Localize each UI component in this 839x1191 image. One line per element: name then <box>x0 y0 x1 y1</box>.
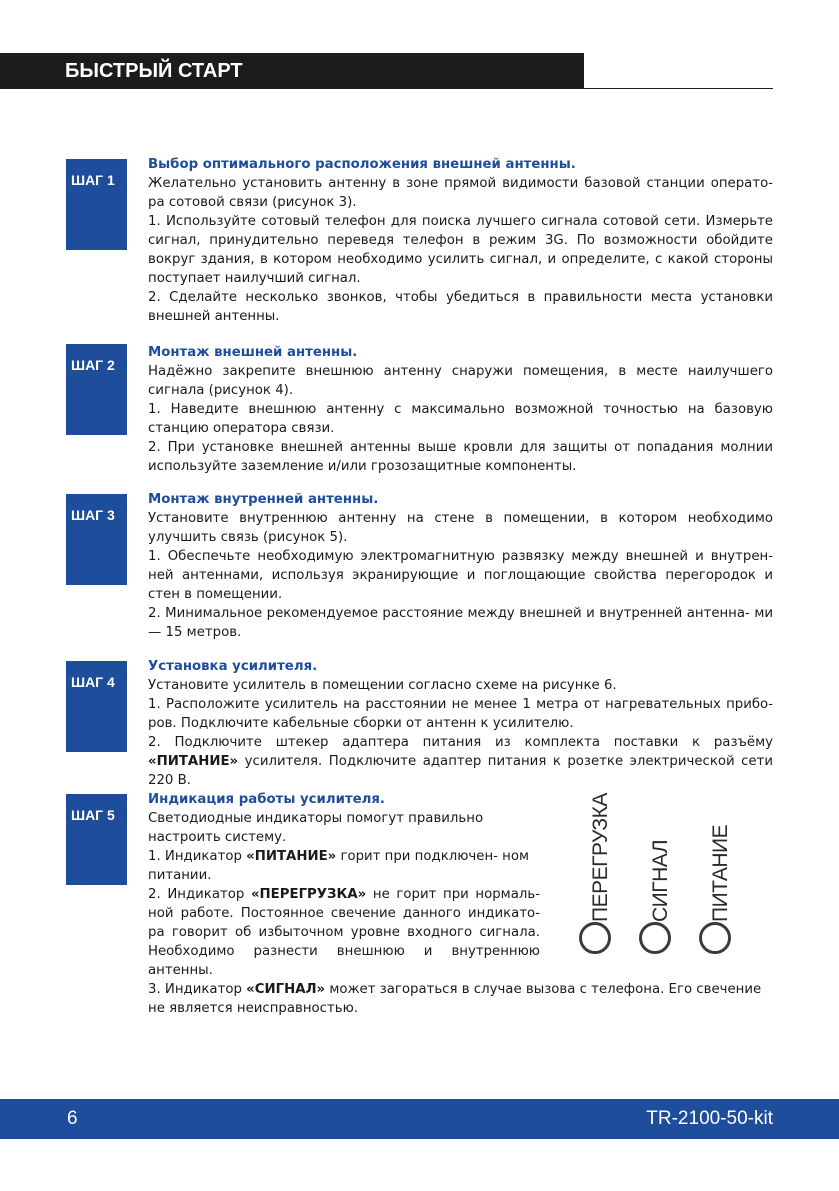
step-3-paragraph: Установите внутреннюю антенну на стене в помещении, в котором необходимо улучшить связь (рисунок 5). <box>148 511 773 545</box>
indicator-name: «ПЕРЕГРУЗКА» <box>250 887 367 902</box>
step-3-badge-label: ШАГ 3 <box>71 507 115 523</box>
step-2-paragraph: Надёжно закрепите внешнюю антенну снаружи помещения, в месте наилучшего сигнала (рисунок 4). <box>148 364 773 398</box>
step-3-paragraph: 1. Обеспечьте необходимую электромагнитную развязку между внешней и внутрен- ней антеннами, используя экранирующие и поглощающие свойства перегородок и стен в помещении. <box>148 549 773 602</box>
step-5-text: 1. Индикатор <box>148 849 247 864</box>
power-indicator-label: ПИТАНИЕ <box>709 824 732 922</box>
step-5-item <box>148 980 773 1018</box>
step-2-paragraph: 2. При установке внешней антенны выше кровли для защиты от попадания молнии используйте заземление и/или грозозащитные компоненты. <box>148 440 773 474</box>
step-1-badge <box>66 159 127 250</box>
step-5-title: Индикация работы усилителя. <box>148 792 385 807</box>
indicator-name: «СИГНАЛ» <box>246 982 326 997</box>
step-1-content <box>148 155 773 326</box>
model-name: TR-2100-50-kit <box>646 1108 773 1129</box>
step-4-paragraph <box>148 733 773 790</box>
overload-indicator-label: ПЕРЕГРУЗКА <box>589 793 612 922</box>
step-2-paragraph: 1. Наведите внешнюю антенну с максимально возможной точностью на базовую станцию оператора связи. <box>148 402 773 436</box>
step-2-badge <box>66 344 127 435</box>
step-5-badge-label: ШАГ 5 <box>71 807 115 823</box>
step-5-text: 3. Индикатор <box>148 982 247 997</box>
led-circle-icon <box>699 922 731 954</box>
step-5-item <box>148 885 540 980</box>
step-5-text: не горит при нормаль- ной работе. Постоянное свечение данного индикато- ра говорит об избыточном уровне входного сигнала. Необходимо разнести внешнюю и внутреннюю антенны. <box>148 887 540 978</box>
indicator-name: «ПИТАНИЕ» <box>246 849 337 864</box>
step-3-badge <box>66 494 127 585</box>
step-2-content <box>148 343 773 476</box>
step-1-paragraph: 2. Сделайте несколько звонков, чтобы убедиться в правильности места установки внешней антенны. <box>148 290 773 324</box>
led-indicator-panel <box>576 793 736 964</box>
step-5-intro: Светодиодные индикаторы помогут правильно настроить систему. <box>148 811 484 845</box>
step-2-badge-label: ШАГ 2 <box>71 357 115 373</box>
power-indicator <box>696 804 752 964</box>
step-1-paragraph: Желательно установить антенну в зоне прямой видимости базовой станции операто- ра сотовой связи (рисунок 3). <box>148 176 773 210</box>
step-4-text: усилителя. Подключите адаптер питания к розетке электрической сети 220 В. <box>148 754 773 788</box>
step-3-title: Монтаж внутренней антенны. <box>148 492 379 507</box>
step-4-text: 2. Подключите штекер адаптера питания из комплекта поставки к разъёму <box>148 735 773 750</box>
step-1-title: Выбор оптимального расположения внешней антенны. <box>148 157 576 172</box>
step-5-text: 2. Индикатор <box>148 887 251 902</box>
power-connector-label: «ПИТАНИЕ» <box>148 754 239 769</box>
led-circle-icon <box>579 922 611 954</box>
step-5-text: может загораться в случае вызова с телефона. Его свечение не является неисправностью. <box>148 982 762 1016</box>
step-4-badge <box>66 661 127 752</box>
step-4-paragraph: 1. Расположите усилитель на расстоянии не менее 1 метра от нагревательных прибо- ров. Подключите кабельные сборки от антенн к усилителю. <box>148 697 773 731</box>
overload-indicator <box>576 793 632 964</box>
page-number: 6 <box>67 1108 78 1129</box>
page-footer <box>0 1099 839 1139</box>
section-title: БЫСТРЫЙ СТАРТ <box>65 60 243 82</box>
signal-indicator <box>636 804 692 964</box>
step-4-badge-label: ШАГ 4 <box>71 674 115 690</box>
step-4-title: Установка усилителя. <box>148 659 318 674</box>
step-3-paragraph: 2. Минимальное рекомендуемое расстояние между внешней и внутренней антенна- ми — 15 метров. <box>148 606 773 640</box>
step-4-content <box>148 657 773 790</box>
step-5-text: горит при подключен- ном питании. <box>148 849 530 883</box>
step-5-item <box>148 847 540 885</box>
step-1-badge-label: ШАГ 1 <box>71 172 115 188</box>
signal-indicator-label: СИГНАЛ <box>649 839 672 922</box>
header-rule <box>584 88 773 89</box>
step-4-paragraph: Установите усилитель в помещении согласно схеме на рисунке 6. <box>148 678 617 693</box>
step-2-title: Монтаж внешней антенны. <box>148 345 358 360</box>
step-5-badge <box>66 794 127 885</box>
led-circle-icon <box>639 922 671 954</box>
step-5-text-column <box>148 809 540 980</box>
step-3-content <box>148 490 773 642</box>
step-1-paragraph: 1. Используйте сотовый телефон для поиска лучшего сигнала сотовой сети. Измерьте сигнал, принудительно переведя телефон в режим 3G. По возможности обойдите вокруг здания, в котором необходимо усилить сигнал, и определите, с какой стороны поступает наилучший сигнал. <box>148 214 773 286</box>
section-header <box>0 53 584 89</box>
